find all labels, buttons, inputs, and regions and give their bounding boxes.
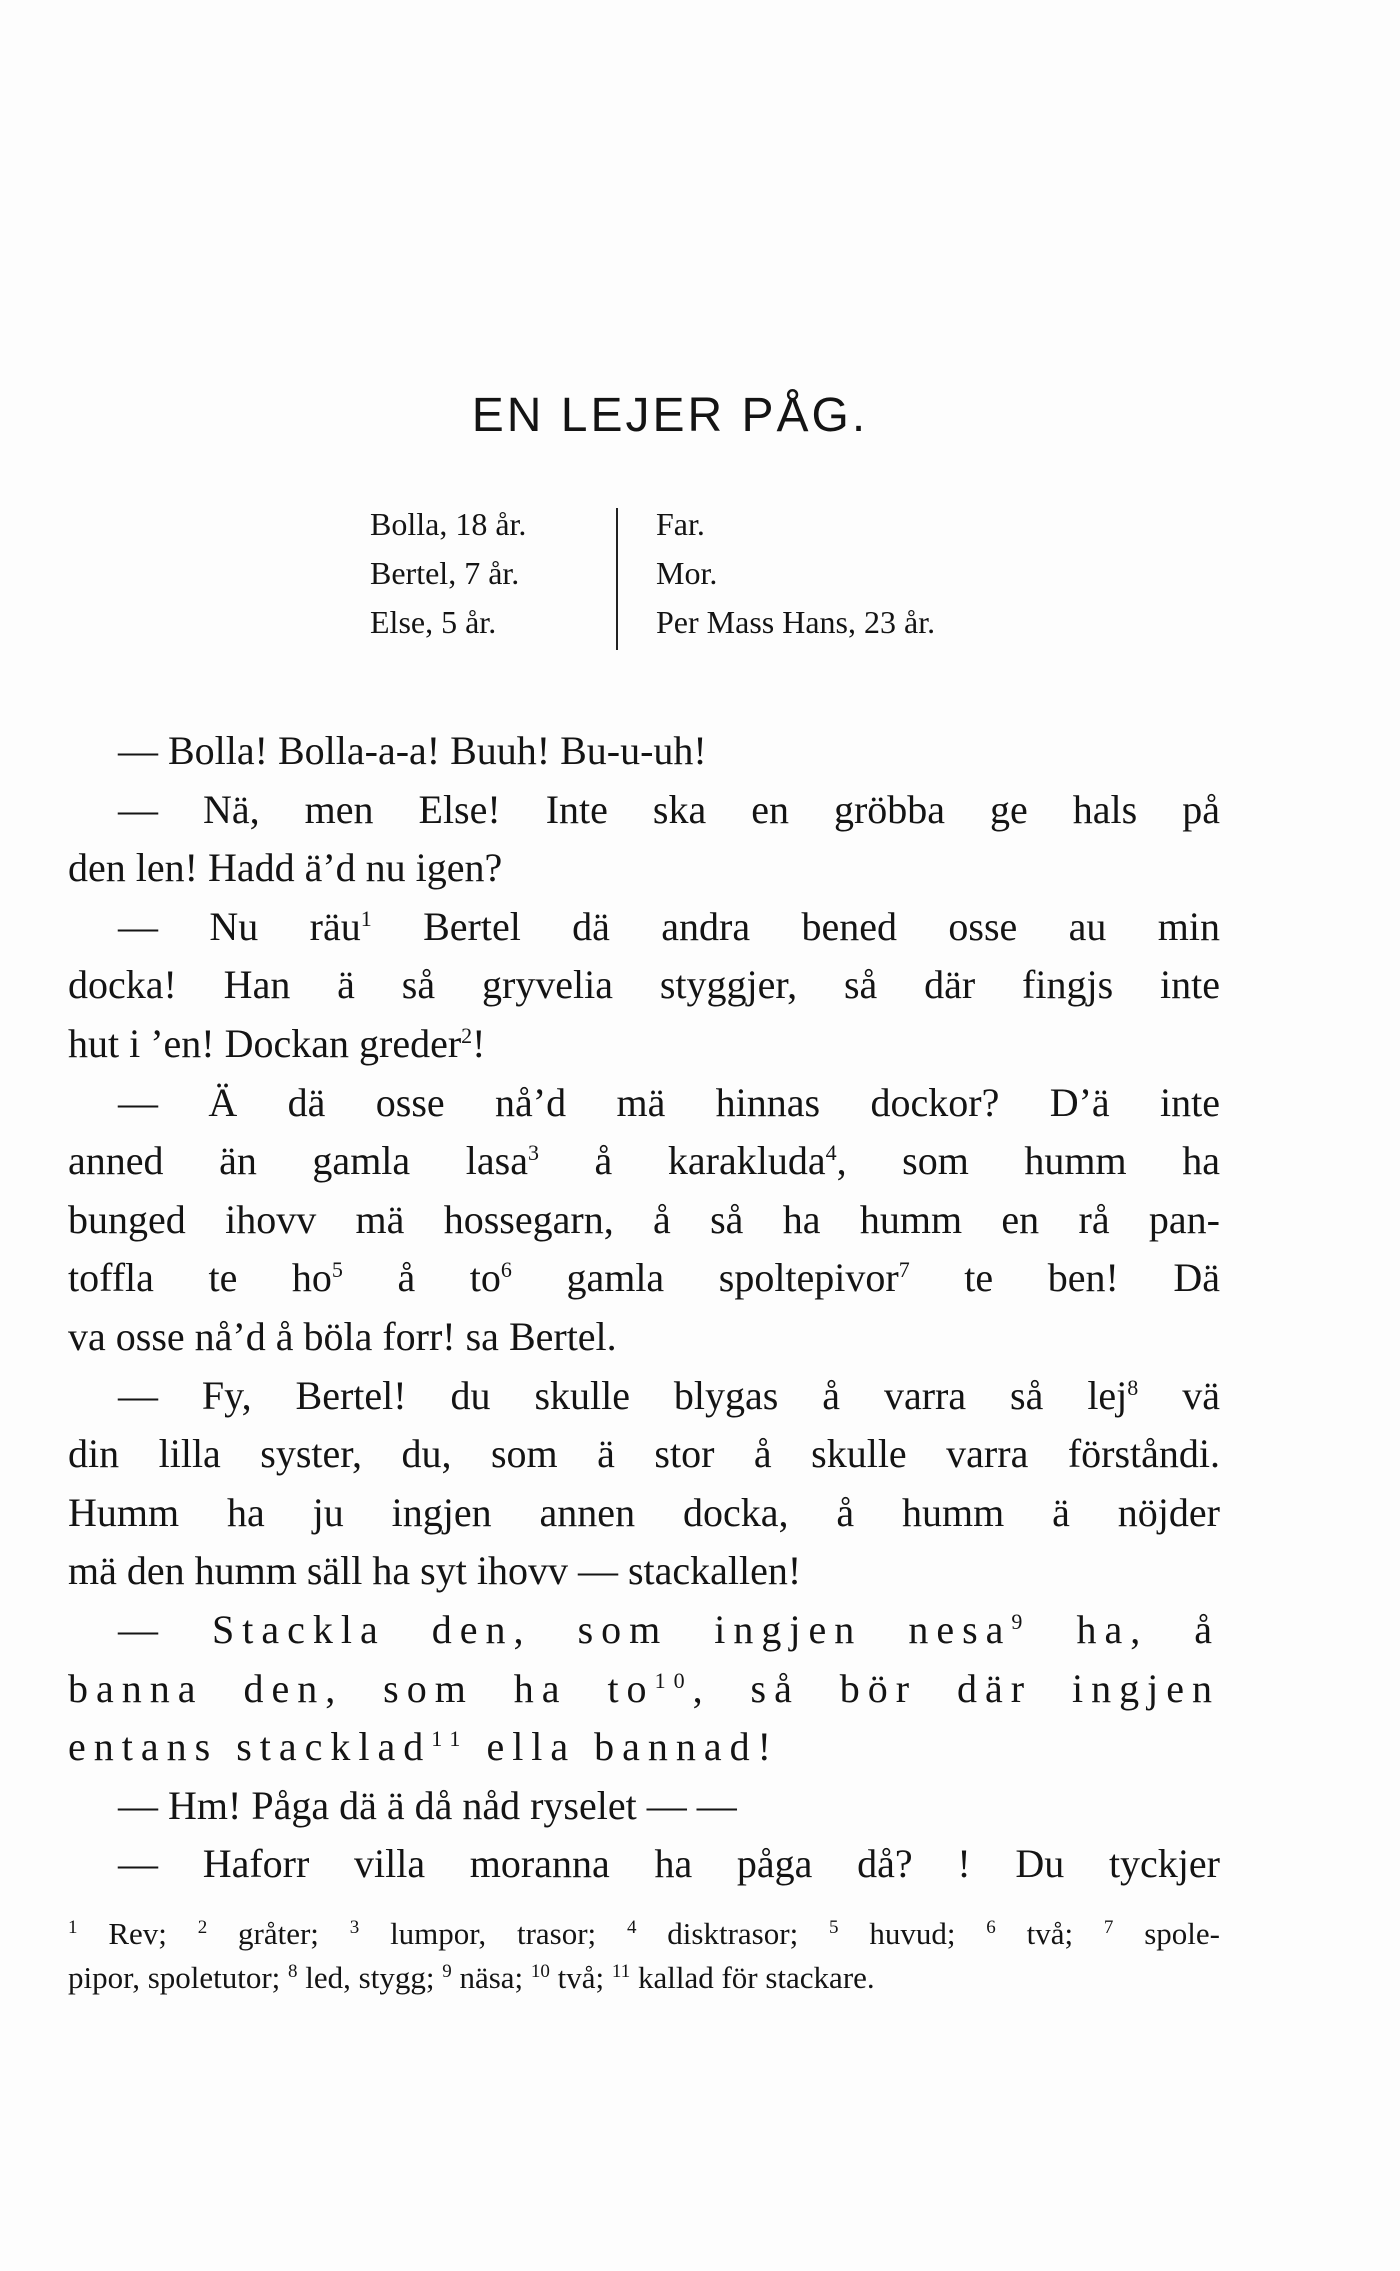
- footnote-marker: 11: [431, 1726, 469, 1752]
- text-line: [68, 781, 1220, 840]
- text-line: [68, 1191, 1220, 1250]
- footnote-marker: 2: [461, 1022, 473, 1048]
- text-segment: lumpor, trasor;: [359, 1916, 627, 1951]
- text-segment: bunged ihovv mä hossegarn, å så ha humm en rå pan-: [68, 1196, 1220, 1242]
- footnote-marker: 4: [825, 1140, 837, 1166]
- footnotes: [68, 1912, 1220, 2000]
- text-segment: entans stacklad: [68, 1724, 432, 1770]
- text-line: [68, 722, 1220, 781]
- text-line: [68, 1308, 1220, 1367]
- footnote-marker: 3: [349, 1917, 360, 1938]
- text-segment: huvud;: [838, 1916, 987, 1951]
- text-segment: — Nä, men Else! Inte ska en gröbba ge hals på: [118, 786, 1220, 832]
- text-segment: te ben! Dä: [909, 1255, 1220, 1301]
- text-segment: anned än gamla lasa: [68, 1138, 528, 1184]
- cast-column-adults: [656, 500, 1076, 647]
- text-segment: , som humm ha: [836, 1138, 1220, 1184]
- footnote-marker: 9: [1011, 1608, 1031, 1634]
- footnote-marker: 9: [442, 1961, 452, 1982]
- text-segment: — Haforr villa moranna ha påga då? ! Du tyckjer: [118, 1841, 1220, 1887]
- footnote-marker: 10: [654, 1667, 693, 1693]
- text-segment: hut i ’en! Dockan greder: [68, 1020, 462, 1066]
- footnote-marker: 8: [288, 1961, 298, 1982]
- cast-entry: Bertel, 7 år.: [370, 555, 520, 591]
- footnote-marker: 1: [68, 1917, 78, 1938]
- footnote-marker: 2: [197, 1917, 208, 1938]
- text-segment: — Hm! Påga dä ä då nåd ryselet — —: [118, 1782, 737, 1828]
- text-segment: toffla te ho: [68, 1255, 332, 1301]
- text-segment: ha, å: [1030, 1606, 1220, 1652]
- text-segment: led, stygg;: [297, 1960, 443, 1995]
- cast-column-children: [370, 500, 610, 647]
- text-segment: vä: [1138, 1372, 1220, 1418]
- text-segment: gamla spoltepivor: [511, 1255, 899, 1301]
- text-segment: Humm ha ju ingjen annen docka, å humm ä nöjder: [68, 1489, 1220, 1535]
- text-segment: din lilla syster, du, som ä stor å skulle varra förståndi.: [68, 1431, 1220, 1477]
- text-segment: — Bolla! Bolla-a-a! Buuh! Bu-u-uh!: [118, 728, 707, 773]
- footnote-marker: 5: [331, 1257, 343, 1283]
- text-line: [68, 1249, 1220, 1308]
- page-title: EN LEJER PÅG.: [471, 389, 869, 442]
- text-segment: — Nu räu: [118, 903, 361, 949]
- text-segment: gråter;: [207, 1916, 350, 1951]
- text-segment: pipor, spoletutor;: [68, 1960, 289, 1995]
- text-segment: spole-: [1113, 1916, 1221, 1951]
- text-segment: , så bör där ingjen: [692, 1665, 1220, 1711]
- text-segment: den len! Hadd ä’d nu igen?: [68, 845, 503, 891]
- text-line: [68, 1835, 1220, 1894]
- text-line: [68, 1601, 1220, 1660]
- cast-entry: Mor.: [656, 555, 718, 591]
- cast-entry: Bolla, 18 år.: [370, 506, 527, 542]
- text-line: [68, 956, 1220, 1015]
- footnote-line: [68, 1912, 1220, 1956]
- text-line: [68, 1484, 1220, 1543]
- text-segment: å karakluda: [538, 1138, 826, 1184]
- text-line: [68, 1777, 1220, 1836]
- footnote-marker: 11: [611, 1961, 631, 1982]
- dialogue-text: [68, 722, 1220, 1894]
- cast-entry: Far.: [656, 506, 705, 542]
- footnote-marker: 1: [360, 905, 372, 931]
- text-line: [68, 1015, 1220, 1074]
- text-segment: två;: [995, 1916, 1104, 1951]
- text-segment: Rev;: [77, 1916, 198, 1951]
- text-line: [68, 1367, 1220, 1426]
- footnote-line: [68, 1956, 1220, 2000]
- footnote-marker: 5: [829, 1917, 839, 1938]
- text-segment: ella bannad!: [468, 1724, 779, 1770]
- text-line: [68, 1074, 1220, 1133]
- footnote-marker: 6: [986, 1917, 996, 1938]
- text-line: [68, 839, 1220, 898]
- text-segment: va osse nå’d å böla forr! sa Bertel.: [68, 1313, 617, 1359]
- text-line: [68, 1425, 1220, 1484]
- text-segment: docka! Han ä så gryvelia styggjer, så där fingjs inte: [68, 962, 1220, 1008]
- footnote-marker: 10: [530, 1961, 550, 1982]
- cast-divider: [616, 508, 618, 650]
- text-line: [68, 1660, 1220, 1719]
- text-segment: banna den, som ha to: [68, 1665, 655, 1711]
- footnote-marker: 7: [1103, 1917, 1114, 1938]
- text-segment: — Stackla den, som ingjen nesa: [118, 1606, 1012, 1652]
- text-segment: å to: [342, 1255, 501, 1301]
- text-segment: två;: [549, 1960, 612, 1995]
- text-segment: mä den humm säll ha syt ihovv — stackallen!: [68, 1548, 802, 1594]
- text-segment: — Fy, Bertel! du skulle blygas å varra så lej: [118, 1372, 1128, 1418]
- footnote-marker: 4: [626, 1917, 637, 1938]
- footnote-marker: 6: [500, 1257, 512, 1283]
- text-line: [68, 1542, 1220, 1601]
- text-line: [68, 1718, 1220, 1777]
- footnote-marker: 8: [1127, 1374, 1139, 1400]
- text-segment: Bertel dä andra bened osse au min: [371, 903, 1220, 949]
- text-segment: disktrasor;: [636, 1916, 830, 1951]
- footnote-marker: 7: [898, 1257, 910, 1283]
- text-segment: !: [472, 1020, 486, 1066]
- text-line: [68, 1132, 1220, 1191]
- cast-entry: Else, 5 år.: [370, 604, 497, 640]
- text-segment: kallad för stackare.: [630, 1960, 875, 1995]
- text-segment: — Ä dä osse nå’d mä hinnas dockor? D’ä inte: [118, 1079, 1220, 1125]
- text-segment: näsa;: [451, 1960, 531, 1995]
- footnote-marker: 3: [527, 1140, 539, 1166]
- cast-entry: Per Mass Hans, 23 år.: [656, 604, 936, 640]
- text-line: [68, 898, 1220, 957]
